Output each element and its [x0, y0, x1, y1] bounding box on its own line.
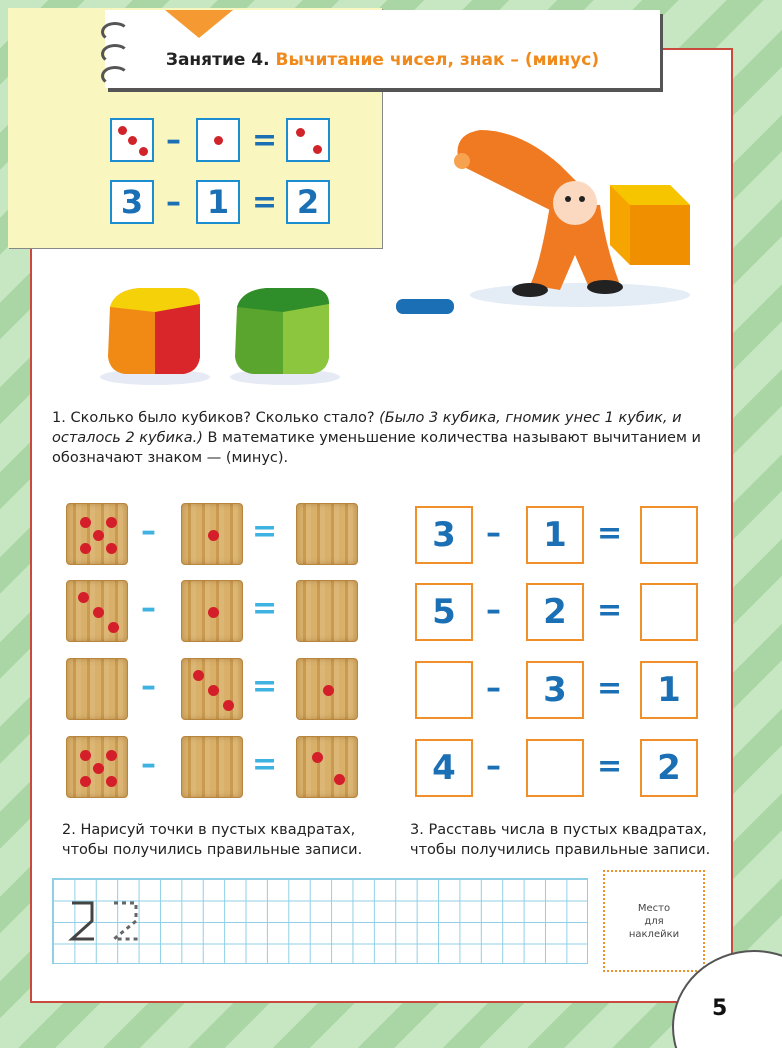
dice-dot — [312, 752, 323, 763]
example-equals-1: = — [252, 123, 278, 158]
number-box — [526, 506, 584, 564]
header-triangle-decoration — [165, 10, 233, 38]
dice-dot — [80, 750, 91, 761]
example-number-box — [286, 180, 330, 224]
big-minus-sign — [396, 299, 454, 314]
number-value: 2 — [543, 592, 567, 632]
dice-dot — [93, 530, 104, 541]
number-box — [526, 583, 584, 641]
red-yellow-cube — [95, 282, 210, 387]
number-box — [415, 583, 473, 641]
dice-dot — [106, 750, 117, 761]
task2-caption-line: чтобы получились правильные записи. — [62, 842, 363, 858]
minus-sign: – — [486, 593, 501, 628]
green-cube — [225, 282, 340, 387]
example-dice-three — [110, 118, 154, 162]
equals-sign: = — [252, 747, 278, 782]
minus-sign: – — [141, 747, 156, 782]
empty-dice-tile[interactable] — [181, 736, 243, 798]
dice-dot — [208, 685, 219, 696]
empty-dice-tile[interactable] — [296, 503, 358, 565]
example-minus-1: – — [166, 123, 181, 158]
dice-tile — [181, 503, 243, 565]
empty-number-box[interactable] — [526, 739, 584, 797]
dice-dot — [223, 700, 234, 711]
number-box — [526, 661, 584, 719]
equals-sign: = — [597, 593, 623, 628]
number-value: 2 — [657, 748, 681, 788]
equals-sign: = — [252, 669, 278, 704]
empty-number-box[interactable] — [640, 506, 698, 564]
task1-tail: В математике уменьшение количества называют вычитанием и обозначают знаком — (минус). — [52, 430, 701, 466]
dice-dot — [334, 774, 345, 785]
dice-dot — [80, 776, 91, 787]
number-box — [640, 661, 698, 719]
example-equals-2: = — [252, 185, 278, 220]
number-value — [417, 663, 471, 717]
task3-caption-line: чтобы получились правильные записи. — [410, 842, 711, 858]
lesson-number: Занятие 4. — [165, 50, 270, 70]
task2-caption — [62, 820, 362, 860]
dice-tile — [66, 503, 128, 565]
example-number: 1 — [206, 183, 230, 221]
dice-tile — [66, 736, 128, 798]
example-number-box — [196, 180, 240, 224]
task1-text — [52, 408, 712, 468]
equals-sign: = — [597, 671, 623, 706]
dice-dot — [106, 776, 117, 787]
number-value — [642, 508, 696, 562]
equals-sign: = — [597, 516, 623, 551]
task1-italic: (Было 3 кубика, гномик унес 1 кубик, и осталось 2 кубика.) — [52, 410, 682, 446]
minus-sign: – — [141, 669, 156, 704]
example-dice-two — [286, 118, 330, 162]
dice-tile — [296, 736, 358, 798]
example-number: 2 — [296, 183, 320, 221]
task1-lead: 1. Сколько было кубиков? Сколько стало? — [52, 410, 375, 426]
minus-sign: – — [486, 671, 501, 706]
equals-sign: = — [252, 514, 278, 549]
equals-sign: = — [252, 591, 278, 626]
dice-dot — [80, 517, 91, 528]
number-value — [528, 741, 582, 795]
task3-caption — [410, 820, 710, 860]
number-value: 3 — [432, 515, 456, 555]
lesson-title — [105, 50, 660, 70]
dice-dot — [93, 607, 104, 618]
task2-caption-line: 2. Нарисуй точки в пустых квадратах, — [62, 822, 356, 838]
spiral-ring-icon — [101, 22, 129, 42]
minus-sign: – — [486, 516, 501, 551]
empty-number-box[interactable] — [640, 583, 698, 641]
empty-dice-tile[interactable] — [66, 658, 128, 720]
empty-number-box[interactable] — [415, 661, 473, 719]
number-box — [415, 506, 473, 564]
minus-sign: – — [141, 514, 156, 549]
number-value: 5 — [432, 592, 456, 632]
number-box — [415, 739, 473, 797]
dice-dot — [78, 592, 89, 603]
dice-dot — [323, 685, 334, 696]
page-number: 5 — [712, 996, 728, 1021]
number-value: 1 — [657, 670, 681, 710]
digit-two-tracing-sample — [66, 895, 156, 947]
gnome-carrying-cube-illustration — [440, 125, 710, 310]
dice-tile — [296, 658, 358, 720]
number-value — [642, 585, 696, 639]
dice-tile — [181, 658, 243, 720]
dice-tile — [66, 580, 128, 642]
minus-sign: – — [486, 749, 501, 784]
number-value: 4 — [432, 748, 456, 788]
dice-dot — [106, 517, 117, 528]
number-value: 1 — [543, 515, 567, 555]
dice-dot — [208, 530, 219, 541]
example-minus-2: – — [166, 185, 181, 220]
dice-tile — [181, 580, 243, 642]
dice-dot — [106, 543, 117, 554]
example-dice-one — [196, 118, 240, 162]
equals-sign: = — [597, 749, 623, 784]
number-box — [640, 739, 698, 797]
dice-dot — [108, 622, 119, 633]
example-number-box — [110, 180, 154, 224]
dice-dot — [208, 607, 219, 618]
lesson-header — [105, 10, 660, 88]
empty-dice-tile[interactable] — [296, 580, 358, 642]
dice-dot — [193, 670, 204, 681]
sticker-label: для — [644, 915, 664, 927]
task3-caption-line: 3. Расставь числа в пустых квадратах, — [410, 822, 707, 838]
example-number: 3 — [120, 183, 144, 221]
number-value: 3 — [543, 670, 567, 710]
dice-dot — [93, 763, 104, 774]
minus-sign: – — [141, 591, 156, 626]
dice-dot — [80, 543, 91, 554]
lesson-topic: Вычитание чисел, знак – (минус) — [275, 50, 600, 70]
sticker-label: наклейки — [628, 928, 680, 940]
sticker-label: Место — [637, 902, 671, 914]
sticker-placeholder — [603, 870, 705, 972]
